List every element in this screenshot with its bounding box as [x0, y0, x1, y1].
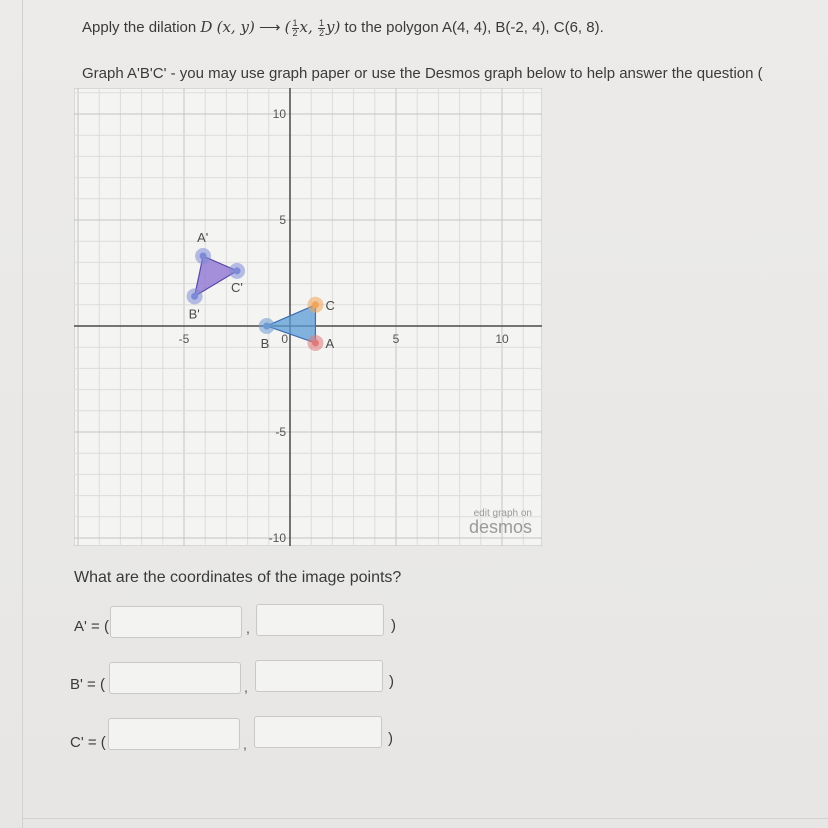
result-open-paren: (	[284, 18, 291, 36]
a-prime-y-input[interactable]	[256, 604, 384, 636]
maps-to-arrow: ⟶	[258, 19, 281, 36]
c-prime-label: C' = (	[70, 734, 106, 751]
point-a	[312, 339, 319, 346]
question-instruction: Graph A'B'C' - you may use graph paper or use the Desmos graph below to help answer the question (	[82, 65, 763, 82]
question-intro: Apply the dilation	[82, 19, 197, 36]
y-tick-label: 5	[279, 213, 286, 227]
label-a: A	[325, 335, 335, 351]
point-c-prime	[234, 267, 241, 274]
y-tick-label: 10	[272, 107, 286, 121]
desmos-graph[interactable]	[74, 88, 542, 546]
b-prime-label: B' = (	[70, 676, 105, 693]
point-c	[312, 301, 319, 308]
x-tick-label: -5	[178, 332, 190, 346]
point-a-prime	[200, 253, 207, 260]
label-c-prime: C'	[231, 279, 243, 295]
question-text	[82, 18, 604, 38]
fraction-y: $\frac{1}{2}$	[318, 17, 324, 38]
fraction-x: $\frac{1}{2}$	[292, 17, 298, 38]
question-tail: to the polygon A(4, 4), B(-2, 4), C(6, 8).	[344, 19, 604, 36]
a-prime-close: )	[391, 617, 396, 634]
label-b: B	[260, 336, 270, 351]
c-prime-y-input[interactable]	[254, 716, 382, 748]
a-prime-comma: ,	[246, 620, 250, 636]
label-c: C	[325, 297, 335, 313]
x-tick-label: 5	[392, 332, 400, 346]
y-tick-label: -5	[275, 425, 286, 439]
y-tick-label: -10	[268, 531, 286, 545]
desmos-logo: desmos	[468, 517, 532, 537]
b-prime-comma: ,	[244, 679, 248, 695]
b-prime-x-input[interactable]	[109, 662, 241, 694]
point-b-prime	[191, 293, 198, 300]
dilation-args: (x, y)	[216, 18, 255, 36]
var-y: y)	[325, 18, 341, 36]
dilation-letter: D	[200, 18, 213, 36]
b-prime-y-input[interactable]	[255, 660, 383, 692]
x-tick-label: 10	[495, 332, 509, 346]
label-a-prime: A'	[197, 230, 209, 246]
c-prime-x-input[interactable]	[108, 718, 240, 750]
b-prime-close: )	[389, 673, 394, 690]
graph-svg[interactable]	[74, 88, 542, 546]
card-left-border	[22, 0, 23, 828]
var-x: x,	[299, 18, 313, 36]
c-prime-close: )	[388, 730, 393, 747]
a-prime-label: A' = (	[74, 618, 109, 635]
watermark-small: edit graph on	[473, 508, 532, 519]
label-b-prime: B'	[188, 306, 200, 322]
a-prime-x-input[interactable]	[110, 606, 242, 638]
point-b	[263, 323, 270, 330]
answer-prompt: What are the coordinates of the image points?	[74, 569, 402, 586]
card-bottom-border	[22, 818, 828, 819]
c-prime-comma: ,	[243, 736, 247, 752]
origin-label: 0	[281, 332, 288, 346]
